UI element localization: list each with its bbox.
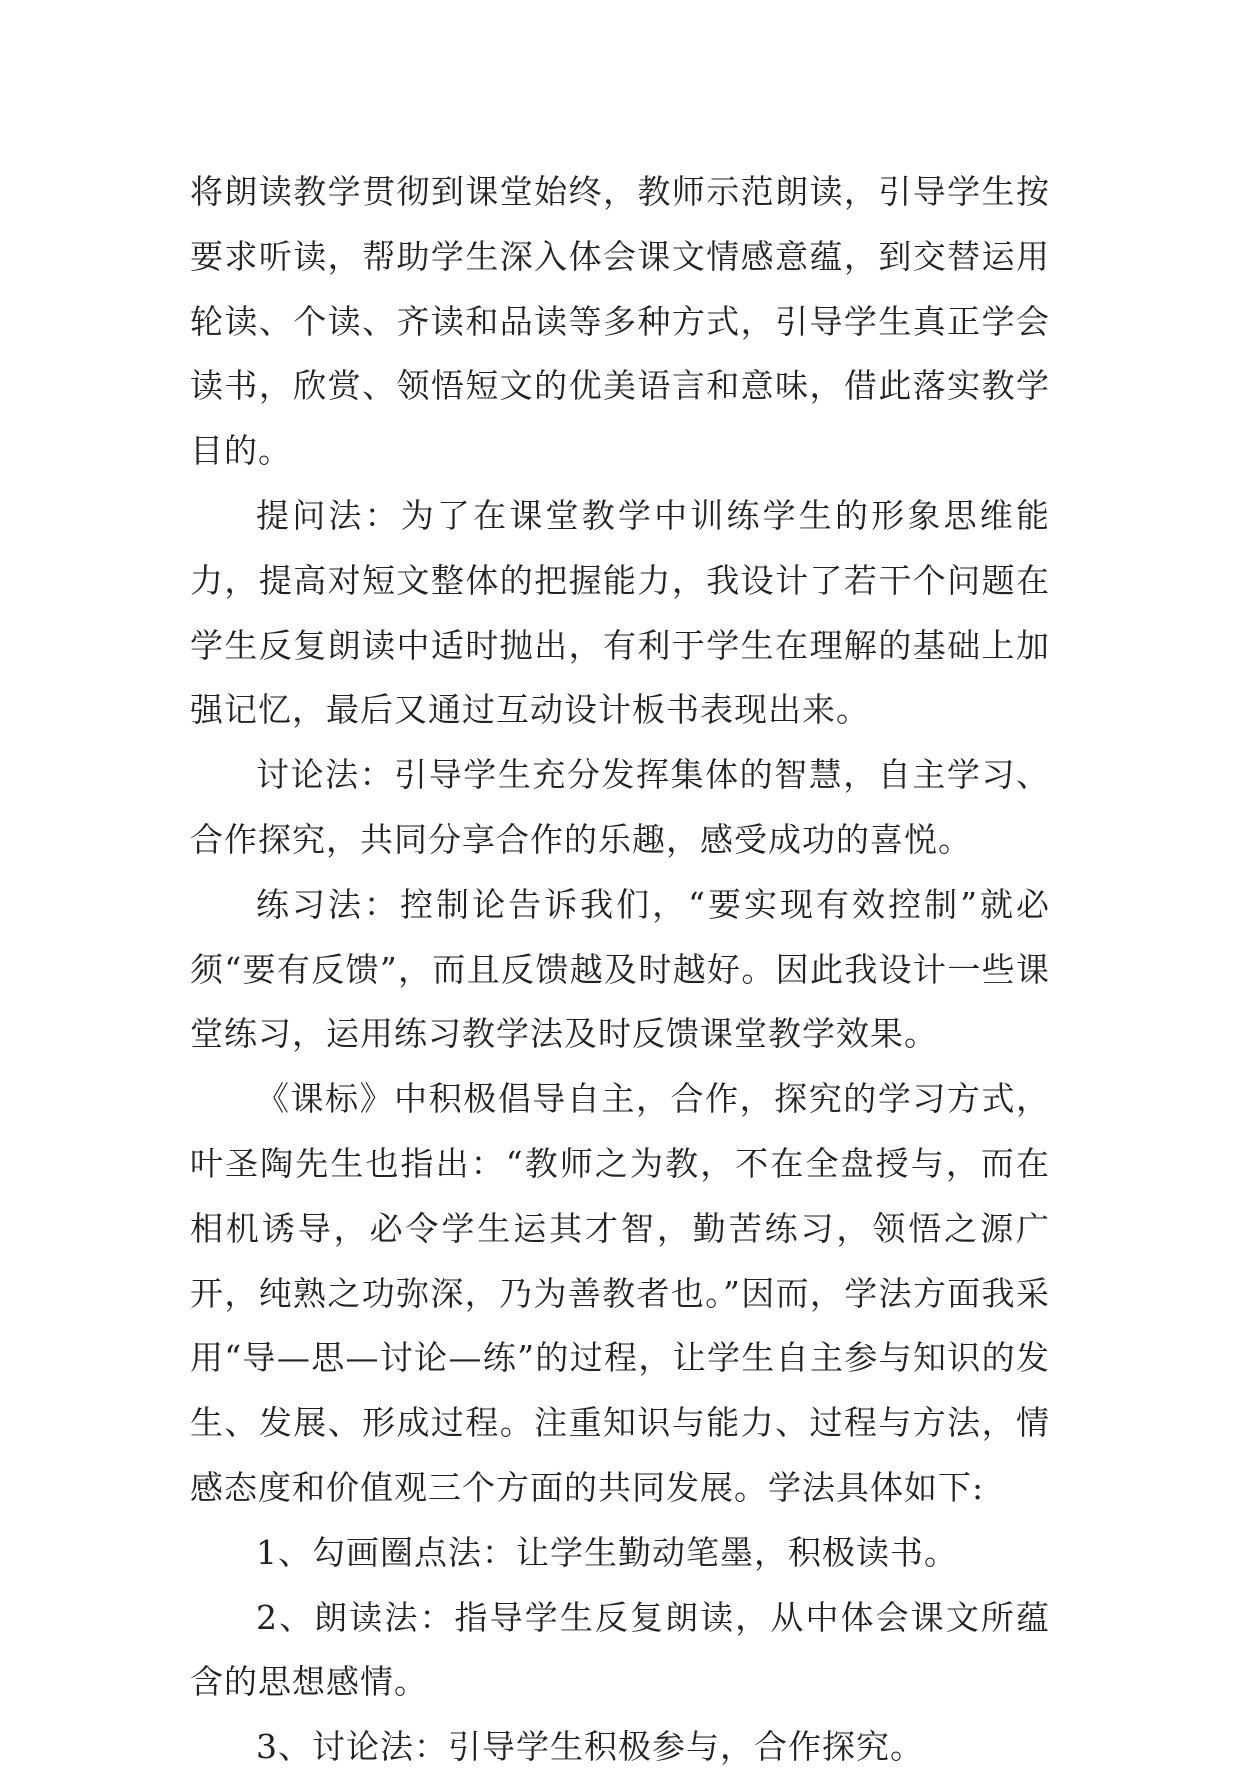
list-item-annotation-method: 1、勾画圈点法：让学生勤动笔墨，积极读书。 <box>256 1532 958 1572</box>
paragraph-discussion-method: 讨论法：引导学生充分发挥集体的智慧，自主学习、合作探究，共同分享合作的乐趣，感受成功的喜悦。 <box>190 755 1050 859</box>
document-body <box>190 160 1050 1780</box>
paragraph-questioning-method: 提问法：为了在课堂教学中训练学生的形象思维能力，提高对短文整体的把握能力，我设计了若干个问题在学生反复朗读中适时抛出，有利于学生在理解的基础上加强记忆，最后又通过互动设计板书表现出来。 <box>190 495 1050 730</box>
list-item-reading-method: 2、朗读法：指导学生反复朗读，从中体会课文所蕴含的思想感情。 <box>190 1597 1050 1702</box>
list-item-discussion-method: 3、讨论法：引导学生积极参与，合作探究。 <box>256 1727 924 1767</box>
paragraph-practice-method: 练习法：控制论告诉我们，“要实现有效控制”就必须“要有反馈”，而且反馈越及时越好。因此我设计一些课堂练习，运用练习教学法及时反馈课堂教学效果。 <box>190 884 1050 1054</box>
paragraph-curriculum-standards: 《课标》中积极倡导自主，合作，探究的学习方式，叶圣陶先生也指出：“教师之为教，不在全盘授与，而在相机诱导，必令学生运其才智，勤苦练习，领悟之源广开，纯熟之功弥深，乃为善教者也。”因而，学法方面我采用“导—思—讨论—练”的过程，让学生自主参与知识的发生、发展、形成过程。注重知识与能力、过程与方法，情感态度和价值观三个方面的共同发展。学法具体如下: <box>190 1079 1050 1507</box>
paragraph-continuation: 将朗读教学贯彻到课堂始终，教师示范朗读，引导学生按要求听读，帮助学生深入体会课文情感意蕴，到交替运用轮读、个读、齐读和品读等多种方式，引导学生真正学会读书，欣赏、领悟短文的优美语言和意味，借此落实教学目的。 <box>190 172 1050 471</box>
